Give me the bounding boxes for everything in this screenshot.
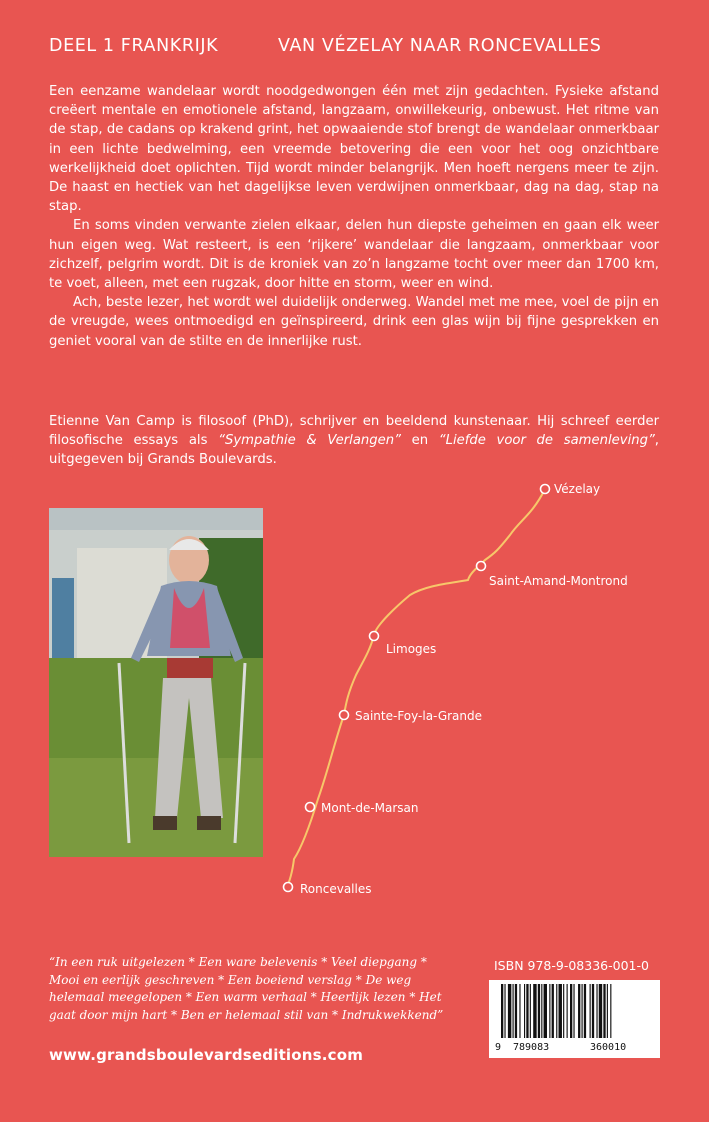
barcode-bar xyxy=(552,984,554,1038)
bio-book-title-1: “Sympathie & Verlangen” xyxy=(218,433,401,449)
blurb xyxy=(49,82,659,351)
barcode-digits xyxy=(489,1042,660,1054)
barcode-bar xyxy=(599,984,602,1038)
stop-marker-mont-de-marsan xyxy=(306,803,315,812)
author-photo xyxy=(49,508,263,857)
barcode xyxy=(489,980,660,1058)
barcode-bar xyxy=(501,984,503,1038)
barcode-bar xyxy=(582,984,583,1038)
author-photo-illustration xyxy=(49,508,263,857)
stop-label-saint-amand-montrond: Saint-Amand-Montrond xyxy=(489,574,628,588)
barcode-bar xyxy=(559,984,562,1038)
barcode-bar xyxy=(544,984,547,1038)
barcode-bar xyxy=(596,984,597,1038)
barcode-bar xyxy=(513,984,514,1038)
isbn: ISBN 978-9-08336-001-0 xyxy=(494,958,649,973)
stop-label-mont-de-marsan: Mont-de-Marsan xyxy=(321,801,419,815)
barcode-bar xyxy=(519,984,520,1038)
header-book-title: VAN VÉZELAY NAAR RONCEVALLES xyxy=(278,36,602,56)
author-bio xyxy=(49,412,659,470)
barcode-bar xyxy=(570,984,572,1038)
blurb-paragraph-2: En soms vinden verwante zielen elkaar, delen hun diepste geheimen en gaan elk weer hun eigen weg. Wat resteert, is een ‘rijkere’ wandelaar die langzaam, onmerkbaar voor zichzelf, pelgrim wordt. Dit is de kroniek van zo’n langzame tocht over meer dan 1700 km, te voet, alleen, met een rugzak, door hitte en storm, weer en wind. xyxy=(49,218,659,292)
stop-marker-limoges xyxy=(370,632,379,641)
barcode-bar xyxy=(567,984,568,1038)
barcode-bar xyxy=(573,984,574,1038)
barcode-bar xyxy=(504,984,505,1038)
reader-quotes: “In een ruk uitgelezen * Een ware belevenis * Veel diepgang * Mooi en eerlijk geschreven * Een boeiend verslag * De weg helemaal meegelopen * Een warm verhaal * Heerlijk lezen * Het gaat door mijn hart * Ben er helemaal stil van * Indrukwekkend” xyxy=(49,955,444,1022)
bio-book-title-2: “Liefde voor de samenleving” xyxy=(438,433,655,449)
barcode-bar xyxy=(592,984,594,1038)
barcode-bar xyxy=(524,984,525,1038)
barcode-bar xyxy=(533,984,536,1038)
barcode-bar xyxy=(541,984,542,1038)
bio-text-1: Etienne Van Camp is filosoof (PhD), schrijver en beeldend kunstenaar. Hij schreef eerder filosofische essays als xyxy=(49,414,659,449)
barcode-digit-lead: 9 xyxy=(495,1042,502,1053)
barcode-digits-right: 360010 xyxy=(590,1042,627,1053)
stop-label-vezelay: Vézelay xyxy=(554,482,601,496)
barcode-bar xyxy=(549,984,550,1038)
bio-text-3: , uitgegeven bij Grands Boulevards. xyxy=(49,433,659,468)
stop-label-limoges: Limoges xyxy=(386,642,437,656)
header-part-title: DEEL 1 FRANKRIJK xyxy=(49,36,219,56)
barcode-bar xyxy=(530,984,531,1038)
website-link[interactable]: www.grandsboulevardseditions.com xyxy=(49,1046,364,1064)
blurb-paragraph-1: Een eenzame wandelaar wordt noodgedwongen één met zijn gedachten. Fysieke afstand creëert mentale en emotionele afstand, langzaam, onwillekeurig, onbewust. Het ritme van de stap, de cadans op krakend grint, het opwaaiende stof brengt de wandelaar onmerkbaar in een lichte bedwelming, een vreemde betovering die een voor het oog onzichtbare werkelijkheid doet oplichten. Tijd wordt minder belangrijk. Men hoeft nergens meer te zijn. De haast en hectiek van het dagelijkse leven verdwijnen onmerkbaar, dag na dag, stap na stap. xyxy=(49,84,659,215)
barcode-bar xyxy=(578,984,580,1038)
blurb-paragraph-3: Ach, beste lezer, het wordt wel duidelijk onderweg. Wandel met me mee, voel de pijn en de vreugde, wees ontmoedigd en geïnspireerd, drink een glas wijn bij fijne gesprekken en geniet vooral van de stilte en de innerlijke rust. xyxy=(49,295,659,349)
barcode-bar xyxy=(584,984,586,1038)
stop-marker-saint-amand-montrond xyxy=(477,562,486,571)
barcode-bars xyxy=(489,980,660,1042)
barcode-bar xyxy=(590,984,591,1038)
header xyxy=(49,36,660,56)
barcode-bar xyxy=(607,984,608,1038)
route-map xyxy=(270,475,690,905)
barcode-bar xyxy=(508,984,511,1038)
barcode-bar xyxy=(610,984,611,1038)
barcode-bar xyxy=(603,984,605,1038)
barcode-bar xyxy=(526,984,528,1038)
route-line xyxy=(286,489,545,889)
bio-text-2: en xyxy=(400,433,439,449)
stop-marker-sainte-foy-la-grande xyxy=(340,711,349,720)
barcode-bar xyxy=(556,984,557,1038)
barcode-bar xyxy=(538,984,540,1038)
stop-label-roncevalles: Roncevalles xyxy=(300,882,372,896)
stop-label-sainte-foy-la-grande: Sainte-Foy-la-Grande xyxy=(355,709,483,723)
barcode-digits-left: 789083 xyxy=(513,1042,550,1053)
barcode-bar xyxy=(563,984,564,1038)
stop-marker-roncevalles xyxy=(284,883,293,892)
barcode-bar xyxy=(515,984,517,1038)
stop-marker-vezelay xyxy=(541,485,550,494)
